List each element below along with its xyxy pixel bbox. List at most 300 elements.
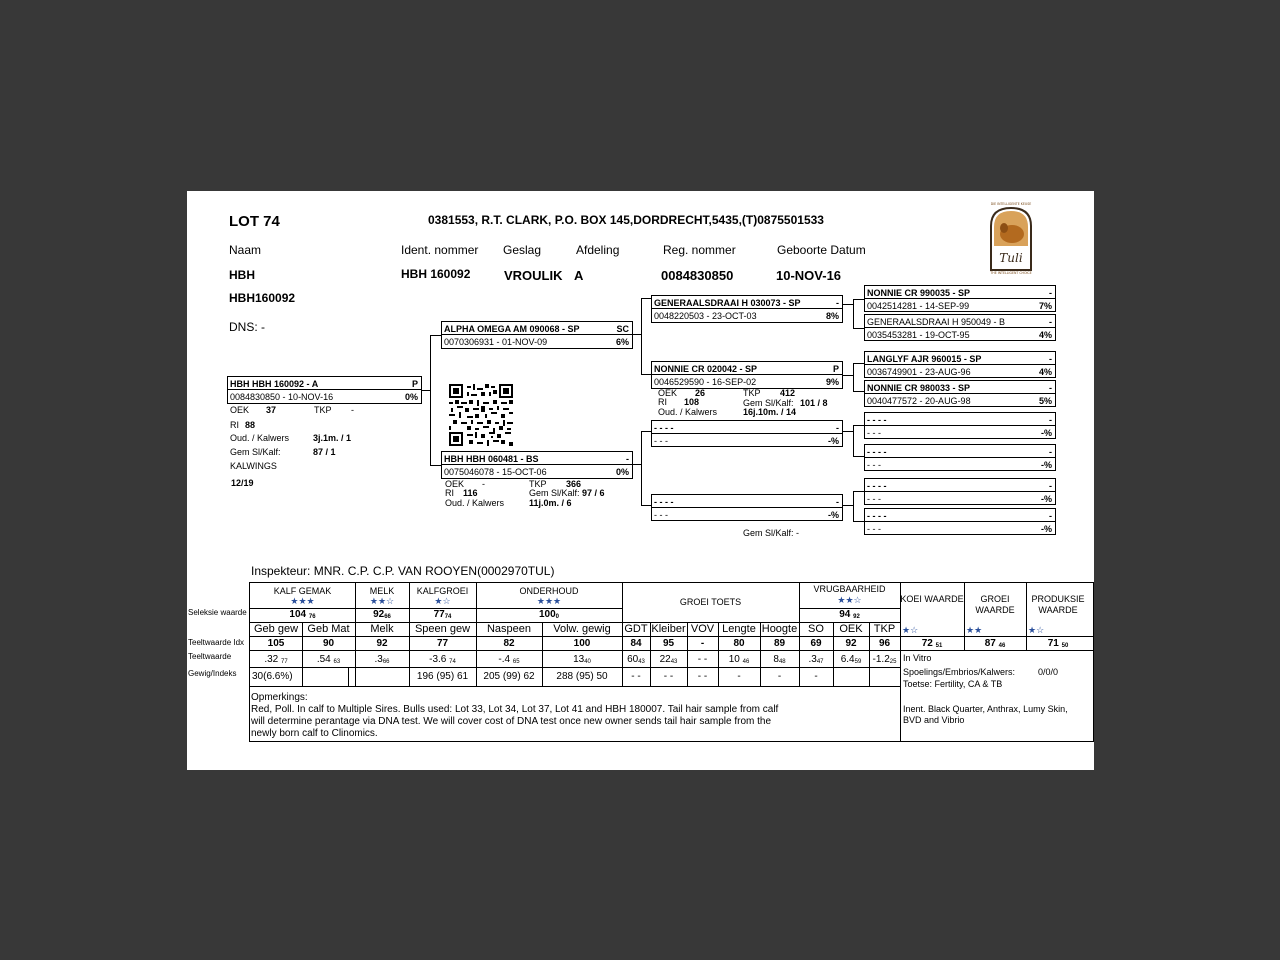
value-afdeling: A — [574, 268, 584, 283]
value-geslag: VROULIK — [504, 268, 563, 283]
tw-value: 10 — [728, 654, 740, 665]
subject-gem: 87 / 1 — [313, 447, 336, 457]
tw-acc: 59 — [854, 659, 862, 665]
sire-flag: SC — [616, 324, 629, 334]
line-to-ss — [641, 298, 651, 299]
col-lengte: Lengte — [722, 623, 756, 635]
tw-geb-mat — [302, 655, 355, 665]
kalfgroei-value — [409, 610, 476, 620]
subject-pct: 0% — [404, 392, 418, 402]
divider — [865, 457, 1055, 458]
g3-3-pct: 4% — [1038, 367, 1052, 377]
onderhoud-label: ONDERHOUD — [519, 586, 579, 596]
inent: Inent. Black Quarter, Anthrax, Lumy Skin, BVD and Vibrio — [903, 704, 1068, 725]
tw-volw-gewig — [542, 655, 622, 665]
g3-4-reg-date: 0040477572 - 20-AUG-98 — [867, 396, 971, 406]
sd-gem-label: Gem Sl/Kalf: — [743, 398, 794, 408]
divider — [652, 507, 842, 508]
sd-box — [651, 361, 843, 389]
line-dam-vertical — [641, 431, 642, 506]
line-dd-vertical — [853, 491, 854, 522]
koei-stars: ★☆ — [902, 625, 919, 635]
kalf-gemak-acc: 76 — [308, 614, 316, 620]
tw-acc: 48 — [778, 659, 786, 665]
sd-oek: 26 — [695, 388, 706, 398]
line-subject-vertical — [430, 335, 431, 466]
dd-reg-date: - - - — [654, 510, 668, 520]
g3-7-flag: - — [1049, 481, 1052, 491]
vrugbaarheid-value — [799, 610, 900, 620]
tw-acc: 65 — [512, 659, 520, 665]
onderhoud-number: 100 — [538, 609, 556, 620]
tw-melk — [355, 655, 409, 665]
col-kleiber: Kleiber — [651, 623, 686, 635]
produksie-waarde-label: PRODUKSIE WAARDE — [1031, 594, 1085, 615]
kalfgroei-label: KALFGROEI — [416, 586, 469, 596]
gewig-volw-gewig: 288 (95) 50 — [556, 671, 608, 682]
value-ident: HBH 160092 — [401, 267, 471, 281]
gewig-kleiber: - - — [663, 671, 674, 682]
spoelings-label: Spoelings/Embrios/Kalwers: — [903, 667, 1016, 677]
label-geboorte: Geboorte Datum — [777, 243, 866, 257]
g3-6-name: - - - - — [867, 447, 887, 457]
g3-5-flag: - — [1049, 415, 1052, 425]
tw-acc: 74 — [449, 659, 456, 665]
g3-box-4 — [864, 380, 1056, 407]
v-line — [348, 667, 349, 686]
label-ident: Ident. nommer — [401, 243, 479, 257]
tw-speen-gew — [409, 655, 476, 665]
col-oek: OEK — [839, 623, 863, 635]
col-melk: Melk — [370, 623, 394, 635]
gewig-naspeen: 205 (99) 62 — [483, 671, 535, 682]
kalf-gemak-value — [250, 610, 355, 620]
line-to-ds — [641, 431, 651, 432]
onderhoud-stars: ★★★ — [536, 596, 562, 606]
tw-lengte — [718, 655, 760, 665]
sd-ri: 108 — [684, 397, 700, 407]
idx-geb-gew: 105 — [267, 638, 285, 649]
dam-tkp-label: TKP — [529, 479, 547, 489]
kalf-gemak-stars: ★★★ — [290, 596, 315, 606]
tw-acc: 47 — [816, 659, 824, 665]
line-sire-right — [632, 334, 641, 335]
col-hoogte: Hoogte — [761, 623, 798, 635]
dam-gem: 97 / 6 — [582, 488, 605, 498]
subject-oud: 3j.1m. / 1 — [313, 433, 352, 443]
sire-name: ALPHA OMEGA AM 090068 - SP — [444, 324, 580, 334]
divider — [865, 298, 1055, 299]
tw-value: -1.2 — [872, 654, 890, 665]
g3-2-name: GENERAALSDRAAI H 950049 - B — [867, 317, 1006, 327]
dam-oud: 11j.0m. / 6 — [529, 498, 572, 508]
dam-ri: 116 — [463, 488, 478, 498]
subject-flag: P — [411, 379, 418, 389]
tw-value: .3 — [374, 654, 383, 665]
tw-acc: 40 — [584, 659, 591, 665]
tw-hoogte — [760, 655, 799, 665]
subject-tkp: - — [351, 405, 354, 415]
gewig-vov: - - — [697, 671, 708, 682]
g3-5-pct: -% — [1041, 428, 1052, 438]
line-to-g3-3 — [853, 363, 864, 364]
dam-reg-date: 0075046078 - 15-OCT-06 — [444, 467, 547, 477]
sire-box — [441, 321, 633, 349]
g3-box-2 — [864, 314, 1056, 341]
owner-info: 0381553, R.T. CLARK, P.O. BOX 145,DORDRECHT,5435,(T)0875501533 — [428, 213, 824, 227]
value-naam-2: HBH160092 — [229, 291, 296, 305]
g3-box-3 — [864, 351, 1056, 378]
label-naam: Naam — [229, 243, 262, 257]
produksie-stars: ★☆ — [1028, 625, 1045, 635]
tw-value: 8 — [773, 654, 779, 665]
line-to-g3-1 — [853, 299, 864, 300]
subject-gem-label: Gem Sl/Kalf: — [230, 447, 281, 457]
line-to-g3-7 — [853, 491, 864, 492]
sd-ri-label: RI — [658, 397, 667, 407]
line-sire-vertical — [641, 298, 642, 375]
groei-stars: ★★ — [966, 625, 983, 635]
value-reg: 0084830850 — [661, 268, 734, 283]
g3-1-reg-date: 0042514281 - 14-SEP-99 — [867, 301, 970, 311]
row-label-gewig: Gewig/Indeks — [188, 669, 237, 678]
dam-box — [441, 451, 633, 479]
inspector: Inspekteur: MNR. C.P. C.P. VAN ROOYEN(0002970TUL) — [251, 564, 555, 578]
subject-reg-date: 0084830850 - 10-NOV-16 — [230, 392, 334, 402]
dam-oek-label: OEK — [445, 479, 465, 489]
dd-pct: -% — [828, 510, 839, 520]
g3-6-flag: - — [1049, 447, 1052, 457]
sd-pct: 9% — [825, 377, 839, 387]
ss-name: GENERAALSDRAAI H 030073 - SP — [654, 298, 801, 308]
line-to-g3-8 — [853, 521, 864, 522]
line-ds-vertical — [853, 425, 854, 457]
idx-speen-gew: 77 — [436, 638, 449, 649]
dam-oud-label: Oud. / Kalwers — [445, 498, 505, 508]
gewig-hoogte: - — [777, 671, 782, 682]
g3-box-5 — [864, 412, 1056, 439]
g3-2-reg-date: 0035453281 - 19-OCT-95 — [867, 330, 970, 340]
col-gdt: GDT — [624, 623, 648, 635]
kalfgroei-acc: 74 — [444, 614, 452, 620]
sd-tkp-label: TKP — [743, 388, 761, 398]
g3-1-flag: - — [1049, 288, 1052, 298]
idx-vov: - — [700, 638, 705, 649]
ds-pct: -% — [828, 436, 839, 446]
idx-geb-mat: 90 — [322, 638, 335, 649]
divider — [652, 433, 842, 434]
g3-box-7 — [864, 478, 1056, 505]
gewig-lengte: - — [737, 671, 741, 682]
line-sd-right — [842, 375, 853, 376]
ss-flag: - — [836, 298, 839, 308]
g3-1-pct: 7% — [1038, 301, 1052, 311]
g3-8-flag: - — [1049, 511, 1052, 521]
divider — [865, 393, 1055, 394]
groei-value — [964, 639, 1026, 649]
divider — [652, 308, 842, 309]
g3-1-name: NONNIE CR 990035 - SP — [867, 288, 971, 298]
lot-number: LOT 74 — [229, 213, 280, 230]
sd-oek-label: OEK — [658, 388, 678, 398]
idx-melk: 92 — [376, 638, 388, 649]
g3-7-reg-date: - - - — [867, 494, 881, 504]
dd-gem: Gem Sl/Kalf: - — [743, 528, 800, 538]
divider — [865, 327, 1055, 328]
label-reg: Reg. nommer — [663, 243, 736, 257]
idx-oek: 92 — [845, 638, 857, 649]
breeding-values-table — [249, 582, 1094, 742]
row-label-tw: Teeltwaarde — [188, 652, 232, 661]
sd-gem: 101 / 8 — [800, 398, 828, 408]
sd-name: NONNIE CR 020042 - SP — [654, 364, 758, 374]
koei-number: 72 — [921, 638, 933, 649]
g3-5-name: - - - - — [867, 415, 887, 425]
melk-value — [355, 610, 409, 620]
col-naspeen: Naspeen — [486, 623, 532, 635]
kalfgroei-number: 77 — [433, 609, 445, 620]
melk-stars: ★★☆ — [369, 596, 395, 606]
label-geslag: Geslag — [503, 243, 542, 257]
line-ss-vertical — [853, 299, 854, 329]
sd-oud-label: Oud. / Kalwers — [658, 407, 718, 417]
line-to-sd — [641, 374, 651, 375]
dd-name: - - - - — [654, 497, 674, 507]
tw-value: .54 — [316, 654, 331, 665]
g3-3-name: LANGLYF AJR 960015 - SP — [867, 354, 982, 364]
idx-gdt: 84 — [630, 638, 642, 649]
sd-oud: 16j.10m. / 14 — [743, 407, 797, 417]
toetse: Toetse: Fertility, CA & TB — [903, 679, 1003, 689]
line-to-dam — [430, 465, 441, 466]
koei-waarde-label: KOEI WAARDE — [900, 594, 964, 604]
qr-code — [449, 384, 513, 446]
vrugbaarheid-stars: ★★☆ — [837, 595, 862, 605]
line-sd-vertical — [853, 363, 854, 392]
tw-value: - — [697, 654, 702, 665]
vrugbaarheid-number: 94 — [839, 609, 851, 620]
line-to-g3-5 — [853, 425, 864, 426]
tw-so — [799, 655, 833, 665]
gewig-speen-gew: 196 (95) 61 — [416, 671, 469, 682]
idx-hoogte: 89 — [773, 638, 786, 649]
spoelings-value: 0/0/0 — [1038, 667, 1059, 677]
tw-acc: 46 — [742, 659, 750, 665]
remarks-label: Opmerkings: — [251, 692, 308, 703]
tw-value: .3 — [808, 654, 817, 665]
g3-2-flag: - — [1049, 317, 1052, 327]
groei-waarde-label: GROEI WAARDE — [975, 594, 1015, 615]
line-ss-right — [842, 304, 853, 305]
subject-oek: 37 — [266, 405, 277, 415]
dd-flag: - — [836, 497, 839, 507]
kalwings-label: KALWINGS — [230, 461, 277, 471]
g3-6-reg-date: - - - — [867, 460, 881, 470]
koei-acc: 51 — [935, 643, 943, 649]
line-to-sire — [430, 335, 441, 336]
g3-box-8 — [864, 508, 1056, 535]
line-to-g3-4 — [853, 391, 864, 392]
ds-reg-date: - - - — [654, 436, 668, 446]
sire-reg-date: 0070306931 - 01-NOV-09 — [444, 337, 548, 347]
g3-4-flag: - — [1049, 383, 1052, 393]
logo-top-caption: DIE INTELLIGENTE KEUSE — [990, 202, 1032, 206]
row-label-idx: Teeltwaarde Idx — [188, 638, 245, 647]
remarks-line-1: Red, Poll. In calf to Multiple Sires. Bulls used: Lot 33, Lot 34, Lot 37, Lot 41 and HBH 180007. Tail hair sample from calf — [251, 704, 779, 715]
kalf-gemak-label: KALF GEMAK — [273, 586, 332, 596]
tw-gdt — [622, 655, 650, 665]
tw-acc: 66 — [382, 659, 390, 665]
v-line — [900, 583, 901, 741]
col-volw-gewig: Volw. gewig — [553, 623, 611, 635]
dns-status: DNS: - — [229, 320, 265, 334]
gewig-gdt: - - — [631, 671, 641, 682]
tw-value: 22 — [659, 654, 671, 665]
g3-8-name: - - - - — [867, 511, 887, 521]
g3-7-name: - - - - — [867, 481, 887, 491]
ss-box — [651, 295, 843, 323]
col-tkp: TKP — [873, 623, 896, 635]
g3-7-pct: -% — [1041, 494, 1052, 504]
tw-naspeen — [476, 655, 542, 665]
h-line — [250, 636, 1093, 637]
remarks-line-2: will determine perantage via DNA test. We will cover cost of DNA test once new owner sends tail hair sample from the — [251, 716, 772, 727]
divider — [865, 521, 1055, 522]
g3-6-pct: -% — [1041, 460, 1052, 470]
dam-flag: - — [626, 454, 629, 464]
g3-3-flag: - — [1049, 354, 1052, 364]
line-to-dd — [641, 505, 651, 506]
dd-box — [651, 494, 843, 521]
ds-flag: - — [836, 423, 839, 433]
line-ds-right — [842, 431, 853, 432]
groei-toets-label: GROEI TOETS — [679, 597, 742, 607]
row-label-seleksie: Seleksie waarde — [188, 608, 247, 617]
onderhoud-value — [476, 610, 622, 620]
tw-acc: 43 — [638, 659, 645, 665]
divider — [228, 389, 421, 390]
ds-name: - - - - — [654, 423, 674, 433]
divider — [865, 491, 1055, 492]
line-dam-right — [632, 464, 641, 465]
subject-tkp-label: TKP — [314, 405, 332, 415]
subject-name: HBH HBH 160092 - A — [230, 379, 319, 389]
logo-wordmark: Tuli — [999, 251, 1023, 265]
tw-value: -3.6 — [429, 654, 447, 665]
divider — [652, 374, 842, 375]
divider — [442, 464, 632, 465]
dam-name: HBH HBH 060481 - BS — [444, 454, 539, 464]
idx-so: 69 — [810, 638, 822, 649]
g3-2-pct: 4% — [1038, 330, 1052, 340]
tw-value: 60 — [627, 654, 639, 665]
subject-ri-label: RI — [230, 420, 239, 430]
g3-box-6 — [864, 444, 1056, 471]
divider — [865, 364, 1055, 365]
sd-flag: P — [832, 364, 839, 374]
in-vitro: In Vitro — [903, 653, 932, 663]
kalf-gemak-number: 104 — [289, 609, 307, 620]
line-to-g3-2 — [853, 328, 864, 329]
koei-value — [900, 639, 964, 649]
h-line — [250, 686, 900, 687]
tw-value: 6.4 — [840, 654, 855, 665]
tw-value: -.4 — [498, 654, 511, 665]
g3-4-name: NONNIE CR 980033 - SP — [867, 383, 971, 393]
produksie-value — [1026, 639, 1090, 649]
groei-acc: 46 — [998, 643, 1006, 649]
idx-naspeen: 82 — [503, 638, 515, 649]
idx-lengte: 80 — [733, 638, 745, 649]
melk-acc: 66 — [384, 614, 391, 620]
g3-8-pct: -% — [1041, 524, 1052, 534]
tw-geb-gew — [250, 655, 302, 665]
subject-oek-label: OEK — [230, 405, 250, 415]
line-subject-right — [421, 390, 430, 391]
tw-value: .32 — [264, 654, 279, 665]
groei-number: 87 — [984, 638, 996, 649]
gewig-so: - — [814, 671, 818, 682]
subject-oud-label: Oud. / Kalwers — [230, 433, 290, 443]
value-naam-1: HBH — [229, 268, 255, 282]
g3-4-pct: 5% — [1038, 396, 1052, 406]
tw-oek — [833, 655, 869, 665]
tuli-logo — [985, 200, 1037, 276]
ss-pct: 8% — [825, 311, 839, 321]
tw-acc: 25 — [889, 659, 897, 665]
tw-value: 13 — [573, 654, 585, 665]
tw-acc: 63 — [333, 659, 341, 665]
melk-number: 92 — [373, 609, 385, 620]
g3-8-reg-date: - - - — [867, 524, 881, 534]
divider — [442, 334, 632, 335]
ss-reg-date: 0048220503 - 23-OCT-03 — [654, 311, 757, 321]
col-geb-gew: Geb gew — [253, 623, 299, 635]
col-vov: VOV — [690, 623, 715, 635]
ds-box — [651, 420, 843, 447]
tw-kleiber — [650, 655, 687, 665]
tw-vov — [687, 655, 718, 665]
subject-box — [227, 376, 422, 404]
catalogue-sheet — [187, 191, 1094, 770]
tw-tkp — [869, 655, 900, 665]
g3-5-reg-date: - - - — [867, 428, 881, 438]
kalwings-value: 12/19 — [231, 478, 254, 488]
col-geb-mat: Geb Mat — [307, 623, 350, 635]
tw-acc: 77 — [281, 659, 288, 665]
g3-3-reg-date: 0036749901 - 23-AUG-96 — [867, 367, 971, 377]
h-line — [250, 650, 1093, 651]
gewig-geb-gew: 30(6.6%) — [252, 671, 293, 682]
logo-bottom-caption: THE INTELLIGENT CHOICE — [990, 271, 1032, 275]
idx-tkp: 96 — [878, 638, 891, 649]
idx-kleiber: 95 — [662, 638, 675, 649]
g3-box-1 — [864, 285, 1056, 312]
dam-gem-label: Gem Sl/Kalf: — [529, 488, 580, 498]
remarks-line-3: newly born calf to Clinomics. — [251, 728, 378, 739]
sire-pct: 6% — [615, 337, 629, 347]
divider — [865, 425, 1055, 426]
dam-ri-label: RI — [445, 488, 454, 498]
label-afdeling: Afdeling — [576, 243, 620, 257]
line-dd-right — [842, 505, 853, 506]
sd-tkp: 412 — [780, 388, 796, 398]
tw-acc: 43 — [670, 659, 678, 665]
dam-oek: - — [482, 479, 485, 489]
dam-tkp: 366 — [566, 479, 582, 489]
col-so: SO — [808, 623, 824, 635]
vrugbaarheid-label: VRUGBAARHEID — [813, 584, 886, 594]
